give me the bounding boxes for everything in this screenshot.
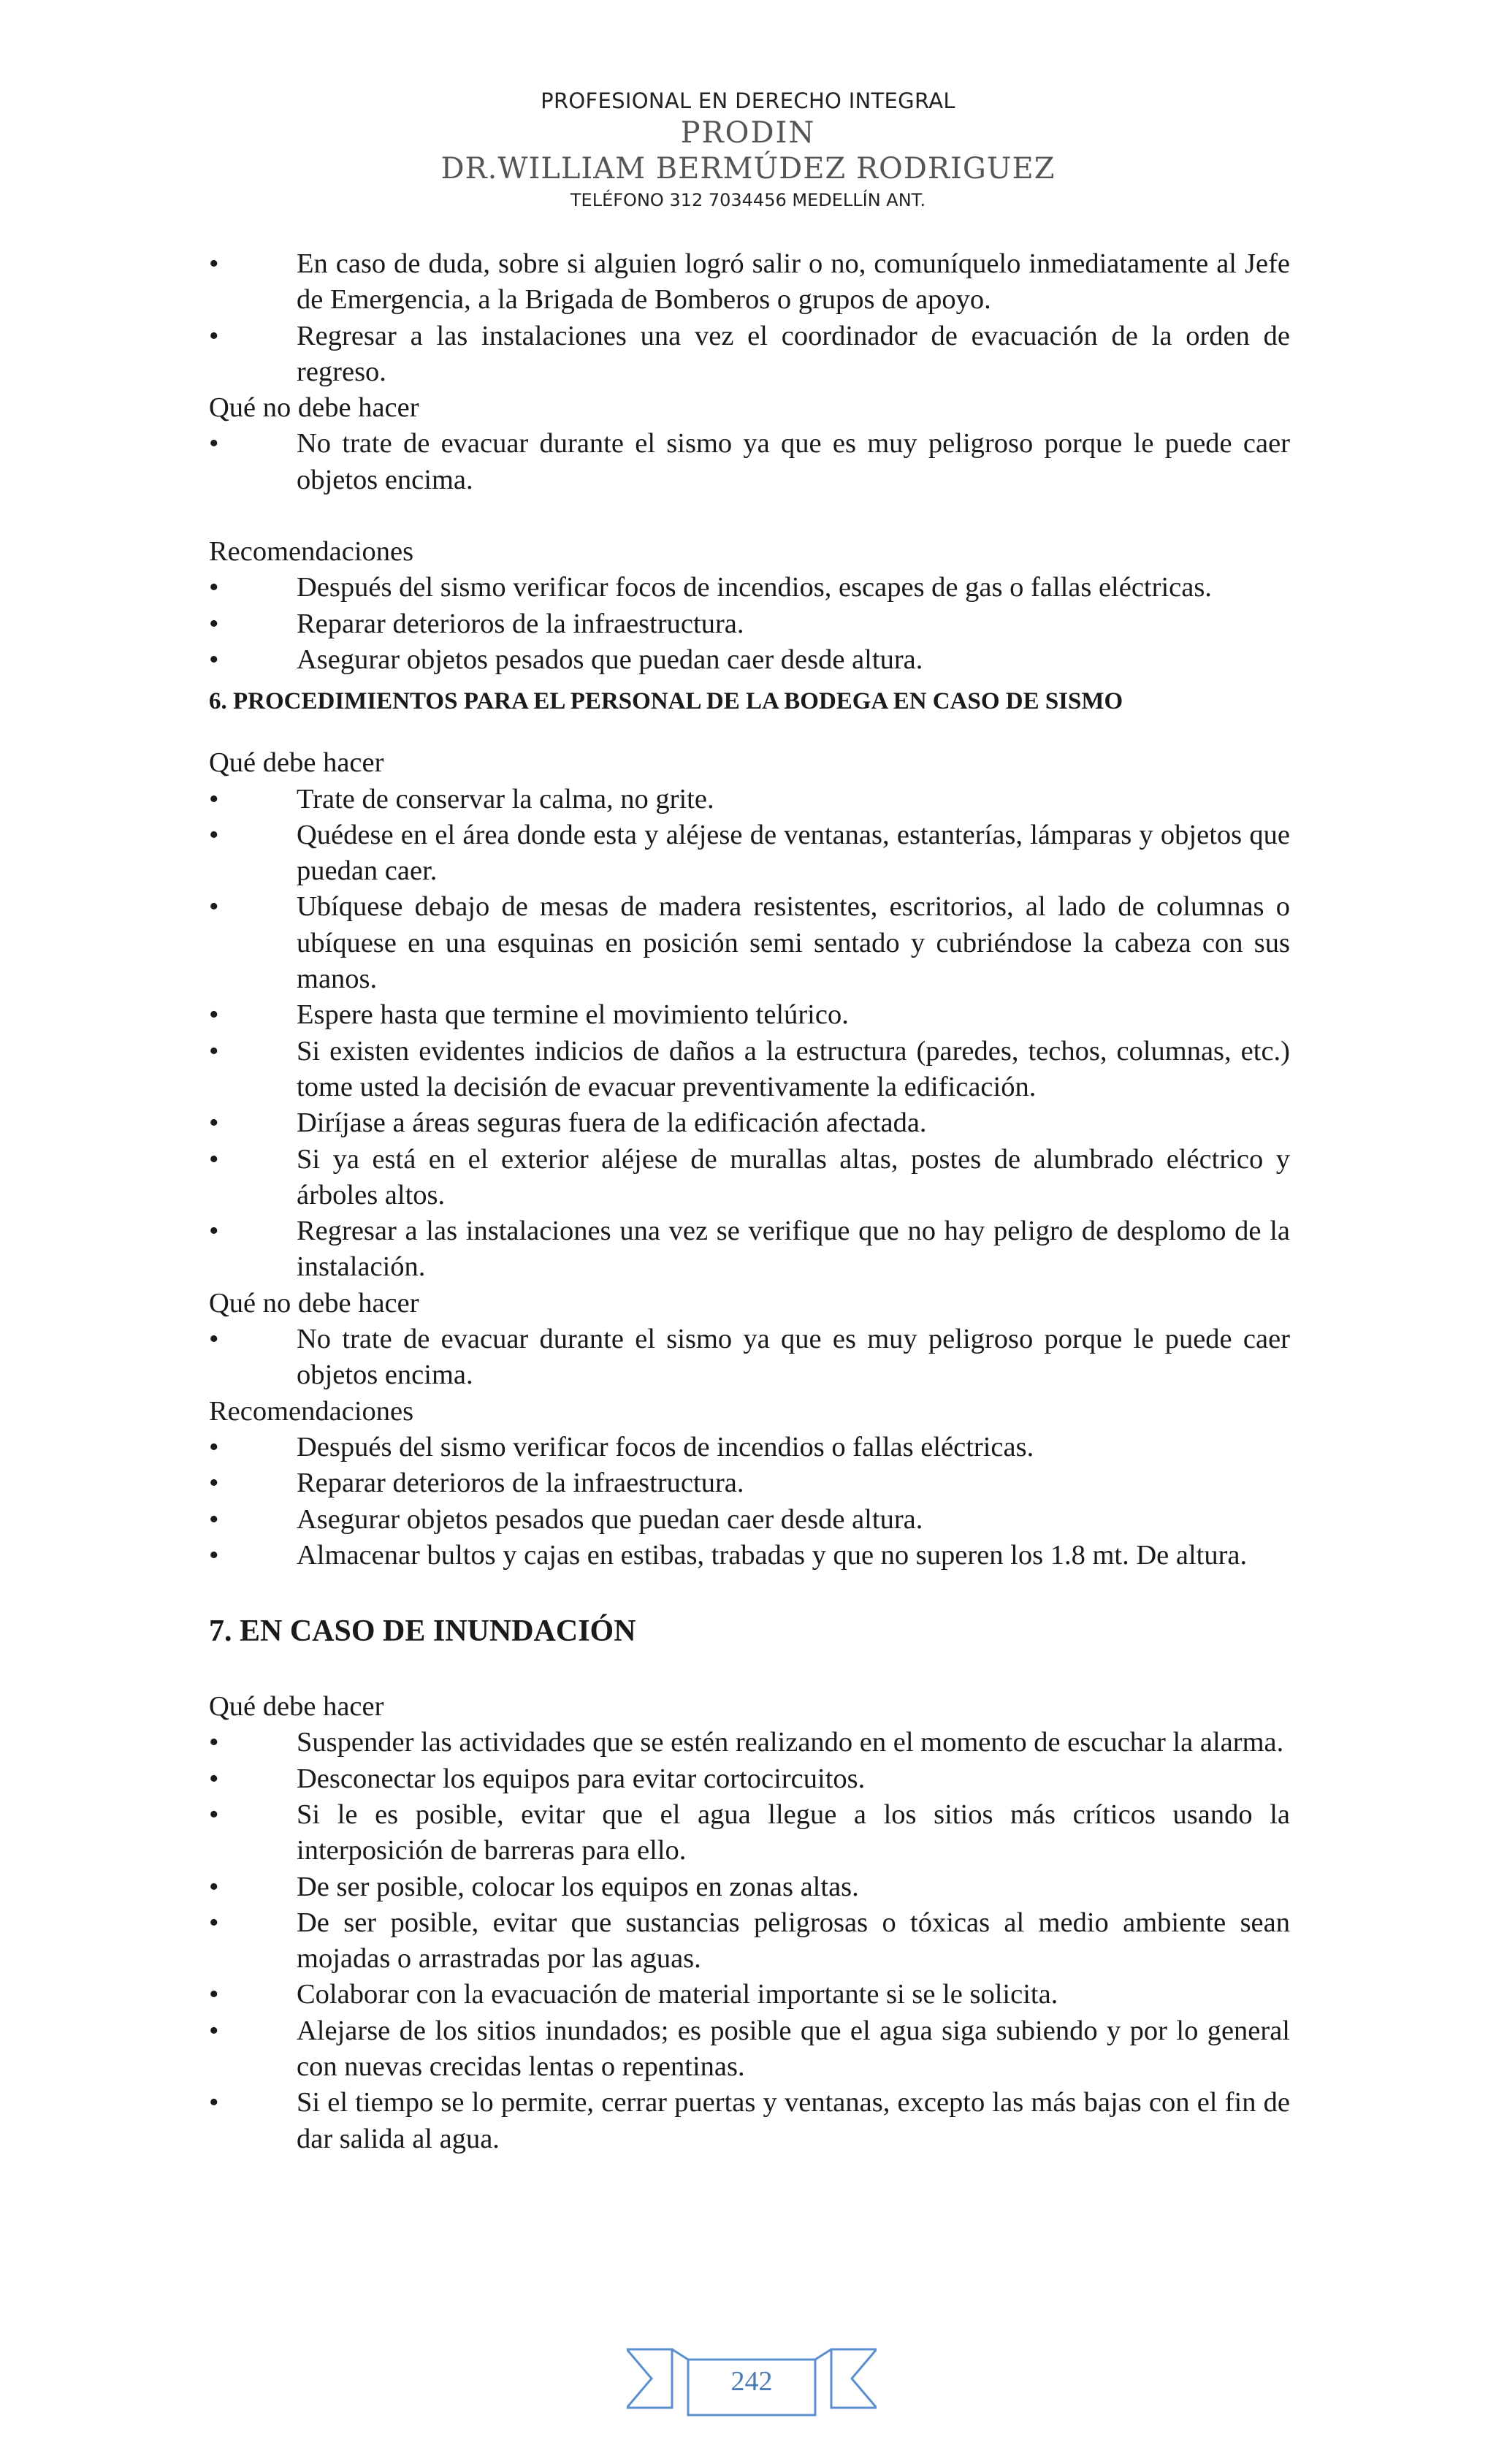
bullet-marker: • bbox=[209, 1143, 219, 1175]
list-item-text: Trate de conservar la calma, no grite. bbox=[297, 783, 714, 815]
list-item-text: Quédese en el área donde esta y aléjese de ventanas, estanterías, lámparas y objetos que puedan caer. bbox=[297, 819, 1290, 887]
list-item-text: Si existen evidentes indicios de daños a la estructura (paredes, techos, columnas, etc.) tome usted la decisión de evacuar preventivamente la edificación. bbox=[297, 1035, 1290, 1102]
list-item bbox=[209, 817, 1290, 890]
spacer bbox=[209, 720, 1290, 745]
page-footer bbox=[627, 2341, 877, 2422]
list-item bbox=[209, 782, 1290, 817]
list-item-text: Si el tiempo se lo permite, cerrar puertas y ventanas, excepto las más bajas con el fin de dar salida al agua. bbox=[297, 2087, 1290, 2154]
spacer bbox=[209, 1653, 1290, 1689]
letterhead-name: DR.WILLIAM BERMÚDEZ RODRIGUEZ bbox=[440, 152, 1056, 186]
bullet-marker: • bbox=[209, 999, 219, 1031]
bullet-marker: • bbox=[209, 1107, 219, 1139]
list-item-text: Asegurar objetos pesados que puedan caer desde altura. bbox=[297, 644, 923, 675]
bullet-marker: • bbox=[209, 2015, 219, 2046]
bullet-marker: • bbox=[209, 320, 219, 351]
bullet-marker: • bbox=[209, 891, 219, 923]
letterhead-phone: TELÉFONO 312 7034456 MEDELLÍN ANT. bbox=[570, 190, 926, 210]
list-item bbox=[209, 1538, 1290, 1574]
list-item-text: De ser posible, colocar los equipos en zonas altas. bbox=[297, 1871, 859, 1902]
subheading-recommendations: Recomendaciones bbox=[209, 536, 414, 568]
bullet-marker: • bbox=[209, 1539, 219, 1571]
list-item bbox=[209, 606, 1290, 642]
document-body bbox=[209, 246, 1290, 2157]
bullet-marker: • bbox=[209, 1431, 219, 1462]
list-item bbox=[209, 1034, 1290, 1106]
list-item bbox=[209, 997, 1290, 1033]
bullet-marker: • bbox=[209, 608, 219, 639]
bullet-marker: • bbox=[209, 572, 219, 603]
list-item bbox=[209, 426, 1290, 498]
bullet-marker: • bbox=[209, 1035, 219, 1067]
list-item-text: Almacenar bultos y cajas en estibas, trabadas y que no superen los 1.8 mt. De altura. bbox=[297, 1539, 1248, 1571]
spacer bbox=[209, 498, 1290, 534]
section-heading-7: 7. EN CASO DE INUNDACIÓN bbox=[209, 1614, 636, 1649]
list-item-text: De ser posible, evitar que sustancias peligrosas o tóxicas al medio ambiente sean mojadas o arrastradas por las aguas. bbox=[297, 1907, 1290, 1975]
list-item-text: Asegurar objetos pesados que puedan caer desde altura. bbox=[297, 1503, 923, 1535]
section-heading-6: 6. PROCEDIMIENTOS PARA EL PERSONAL DE LA BODEGA EN CASO DE SISMO bbox=[209, 688, 1123, 715]
list-item-text: Ubíquese debajo de mesas de madera resistentes, escritorios, al lado de columnas o ubíquese en una esquinas en posición semi sentado y cubriéndose la cabeza con sus manos. bbox=[297, 891, 1290, 995]
bullet-marker: • bbox=[209, 1216, 219, 1247]
list-item bbox=[209, 1725, 1290, 1761]
list-item-text: Reparar deterioros de la infraestructura. bbox=[297, 608, 744, 639]
letterhead bbox=[0, 86, 1496, 213]
list-item bbox=[209, 1321, 1290, 1394]
list-item bbox=[209, 1905, 1290, 1977]
bullet-marker: • bbox=[209, 644, 219, 675]
list-item bbox=[209, 570, 1290, 606]
list-item bbox=[209, 246, 1290, 319]
letterhead-firm: PRODIN bbox=[680, 116, 816, 150]
list-item bbox=[209, 889, 1290, 997]
list-item-text: Después del sismo verificar focos de incendios o fallas eléctricas. bbox=[297, 1431, 1034, 1462]
bullet-marker: • bbox=[209, 2087, 219, 2118]
page-number: 242 bbox=[730, 2366, 773, 2397]
subheading-what-not-to-do: Qué no debe hacer bbox=[209, 392, 419, 424]
list-item-text: Regresar a las instalaciones una vez se verifique que no hay peligro de desplomo de la instalación. bbox=[297, 1216, 1290, 1283]
list-item-text: En caso de duda, sobre si alguien logró salir o no, comuníquelo inmediatamente al Jefe de Emergencia, a la Brigada de Bomberos o grupos de apoyo. bbox=[297, 248, 1290, 316]
letterhead-profession: PROFESIONAL EN DERECHO INTEGRAL bbox=[541, 88, 955, 113]
bullet-marker: • bbox=[209, 248, 219, 279]
subheading-what-not-to-do: Qué no debe hacer bbox=[209, 1287, 419, 1319]
bullet-marker: • bbox=[209, 783, 219, 815]
subheading-what-to-do: Qué debe hacer bbox=[209, 747, 384, 779]
bullet-marker: • bbox=[209, 1503, 219, 1535]
list-item bbox=[209, 1430, 1290, 1465]
list-item bbox=[209, 319, 1290, 391]
list-item bbox=[209, 642, 1290, 678]
spacer bbox=[209, 1574, 1290, 1609]
list-item bbox=[209, 1105, 1290, 1141]
list-item-text: Colaborar con la evacuación de material importante si se le solicita. bbox=[297, 1979, 1058, 2010]
list-item bbox=[209, 1502, 1290, 1538]
list-item bbox=[209, 2013, 1290, 2086]
list-item-text: Regresar a las instalaciones una vez el coordinador de evacuación de la orden de regreso. bbox=[297, 320, 1290, 387]
list-item bbox=[209, 1869, 1290, 1905]
bullet-marker: • bbox=[209, 1324, 219, 1355]
bullet-marker: • bbox=[209, 428, 219, 459]
subheading-recommendations: Recomendaciones bbox=[209, 1395, 414, 1427]
list-item bbox=[209, 1797, 1290, 1869]
list-item-text: No trate de evacuar durante el sismo ya que es muy peligroso porque le puede caer objetos encima. bbox=[297, 1324, 1290, 1391]
bullet-marker: • bbox=[209, 1979, 219, 2010]
bullet-marker: • bbox=[209, 1468, 219, 1499]
list-item-text: Espere hasta que termine el movimiento telúrico. bbox=[297, 999, 849, 1031]
list-item bbox=[209, 2085, 1290, 2157]
bullet-marker: • bbox=[209, 1871, 219, 1902]
list-item-text: Después del sismo verificar focos de incendios, escapes de gas o fallas eléctricas. bbox=[297, 572, 1212, 603]
list-item bbox=[209, 1761, 1290, 1797]
list-item-text: Suspender las actividades que se estén realizando en el momento de escuchar la alarma. bbox=[297, 1727, 1284, 1758]
list-item-text: Alejarse de los sitios inundados; es posible que el agua siga subiendo y por lo general con nuevas crecidas lentas o repentinas. bbox=[297, 2015, 1290, 2083]
bullet-marker: • bbox=[209, 819, 219, 850]
list-item bbox=[209, 1465, 1290, 1501]
list-item-text: No trate de evacuar durante el sismo ya que es muy peligroso porque le puede caer objetos encima. bbox=[297, 428, 1290, 495]
list-item-text: Reparar deterioros de la infraestructura. bbox=[297, 1468, 744, 1499]
bullet-marker: • bbox=[209, 1799, 219, 1830]
list-item-text: Si le es posible, evitar que el agua llegue a los sitios más críticos usando la interposición de barreras para ello. bbox=[297, 1799, 1290, 1866]
list-item-text: Diríjase a áreas seguras fuera de la edificación afectada. bbox=[297, 1107, 927, 1139]
bullet-marker: • bbox=[209, 1727, 219, 1758]
list-item-text: Si ya está en el exterior aléjese de murallas altas, postes de alumbrado eléctrico y árboles altos. bbox=[297, 1143, 1290, 1210]
bullet-marker: • bbox=[209, 1763, 219, 1794]
bullet-marker: • bbox=[209, 1907, 219, 1938]
list-item-text: Desconectar los equipos para evitar cortocircuitos. bbox=[297, 1763, 866, 1794]
list-item bbox=[209, 1142, 1290, 1214]
subheading-what-to-do: Qué debe hacer bbox=[209, 1691, 384, 1723]
list-item bbox=[209, 1977, 1290, 2013]
list-item bbox=[209, 1213, 1290, 1286]
